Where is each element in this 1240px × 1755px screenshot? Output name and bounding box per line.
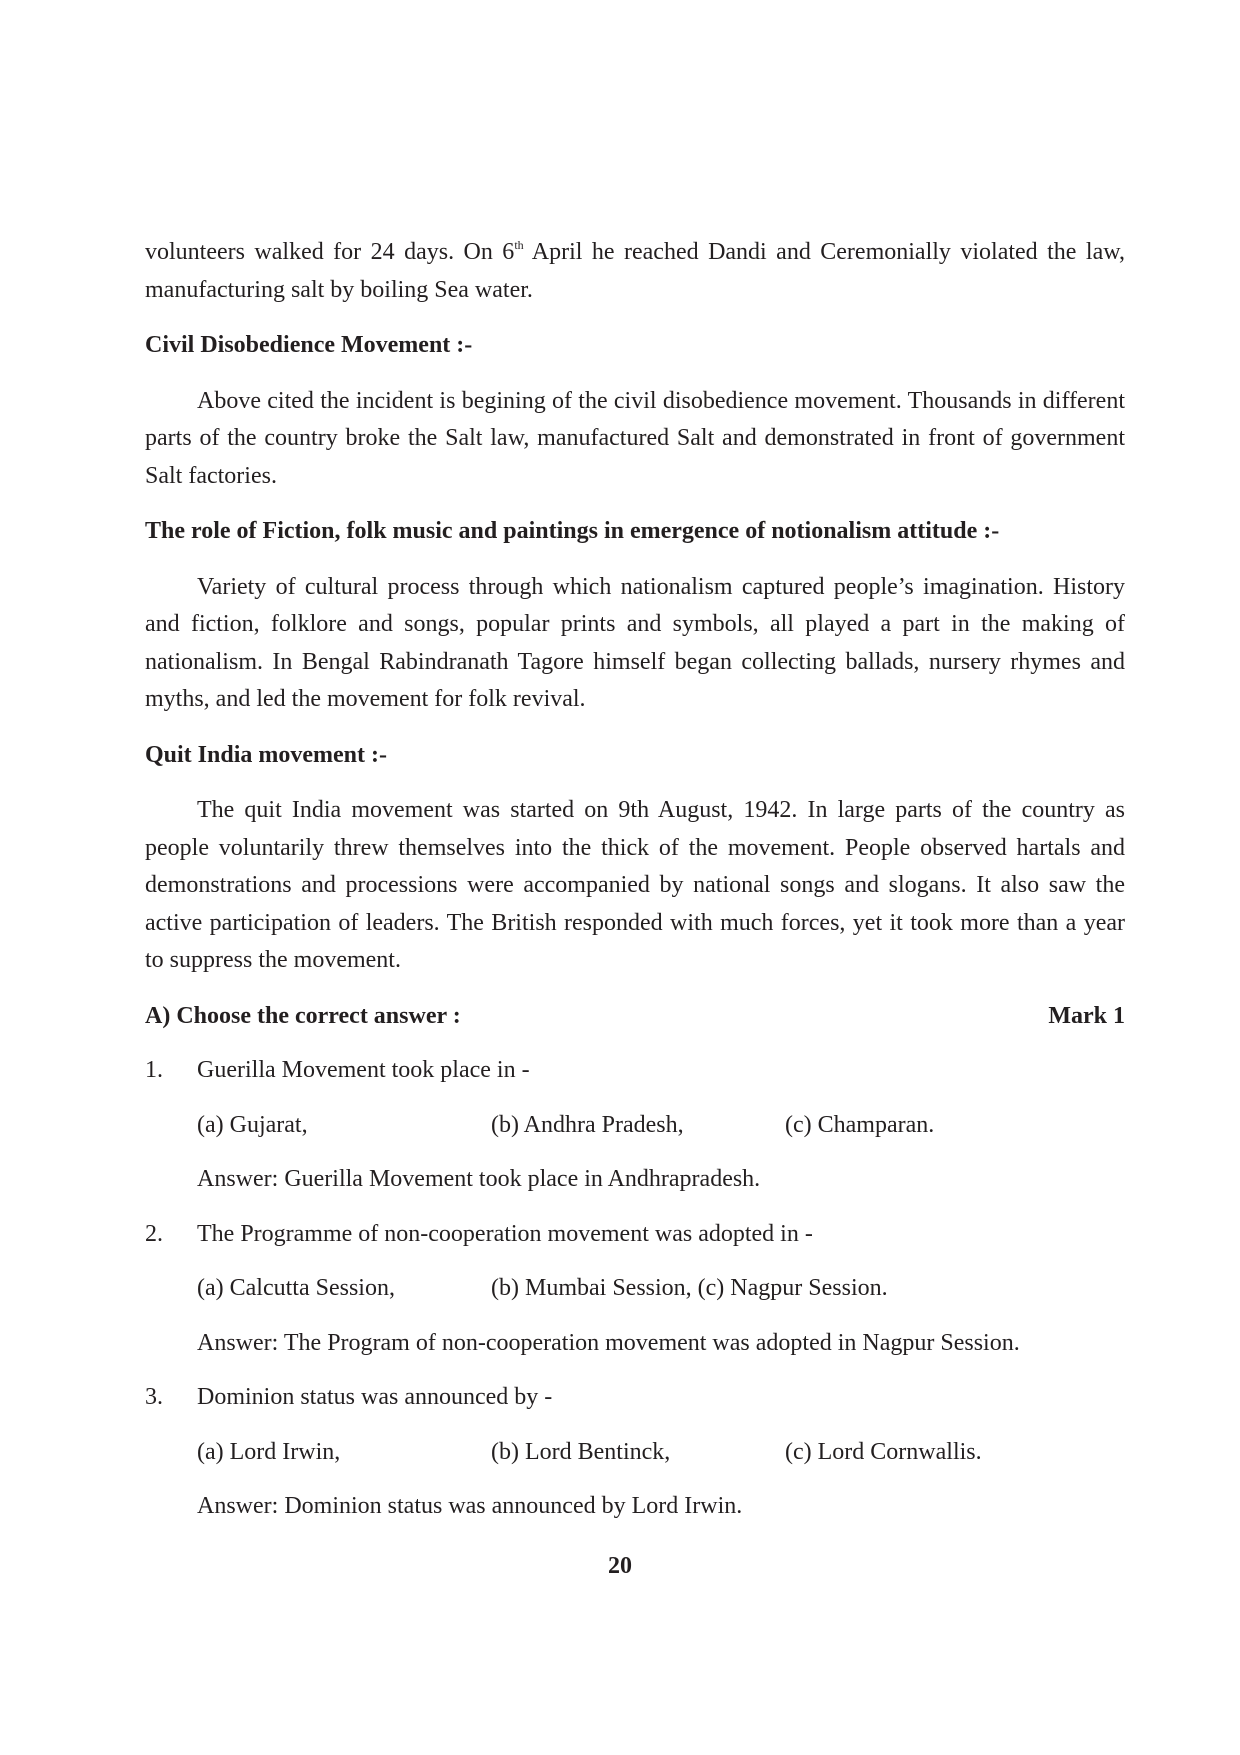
option-b: (b) Andhra Pradesh,: [491, 1111, 684, 1138]
option-c: (c) Champaran.: [785, 1111, 935, 1138]
option-a: (a) Lord Irwin,: [197, 1438, 341, 1465]
question-number: 1.: [145, 1057, 163, 1083]
question-1: [145, 1052, 1125, 1090]
question-text: Guerilla Movement took place in -: [197, 1057, 530, 1083]
question-3: [145, 1379, 1125, 1417]
question-number: 2.: [145, 1220, 163, 1247]
section-heading-civil-disobedience: Civil Disobedience Movement :-: [145, 332, 473, 358]
option-a: (a) Calcutta Session,: [197, 1275, 395, 1301]
page-number: 20: [608, 1553, 632, 1579]
question-text: The Programme of non-cooperation movement was adopted in -: [197, 1220, 813, 1247]
section-heading-role-of-fiction: The role of Fiction, folk music and paintings in emergence of notionalism attitude :-: [145, 518, 1000, 544]
question-2-answer: Answer: The Program of non-cooperation movement was adopted in Nagpur Session.: [197, 1329, 1020, 1356]
section-body-role-of-fiction: Variety of cultural process through which nationalism captured people’s imagination. History and fiction, folklore and songs, popular prints and symbols, all played a part in the making of nationalism. In Bengal Rabindranath Tagore himself began collecting ballads, nursery rhymes and myths, and led the movement for folk revival.: [145, 573, 1125, 712]
page-content: [145, 234, 1125, 1526]
question-number: 3.: [145, 1384, 163, 1410]
intro-paragraph: volunteers walked for 24 days. On 6th April he reached Dandi and Ceremonially violated the law, manufacturing salt by boiling Sea water.: [145, 238, 1125, 303]
section-body-civil-disobedience: Above cited the incident is begining of the civil disobedience movement. Thousands in different parts of the country broke the Salt law, manufactured Salt and demonstrated in front of government Salt factories.: [145, 387, 1125, 489]
section-heading-quit-india: Quit India movement :-: [145, 741, 387, 768]
question-3-options: [197, 1434, 1125, 1472]
question-text: Dominion status was announced by -: [197, 1384, 553, 1410]
question-2-options: [197, 1270, 1125, 1308]
question-1-options: [197, 1107, 1125, 1145]
exercise-heading: A) Choose the correct answer :: [145, 1002, 461, 1029]
question-3-answer: Answer: Dominion status was announced by Lord Irwin.: [197, 1493, 743, 1519]
exercise-heading-row: [145, 998, 1125, 1036]
option-a: (a) Gujarat,: [197, 1111, 308, 1138]
question-1-answer: Answer: Guerilla Movement took place in Andhrapradesh.: [197, 1166, 761, 1192]
question-2: [145, 1216, 1125, 1254]
option-b: (b) Mumbai Session, (c) Nagpur Session.: [491, 1275, 888, 1301]
exercise-marks: Mark 1: [1048, 1002, 1125, 1029]
section-body-quit-india: The quit India movement was started on 9th August, 1942. In large parts of the country as people voluntarily threw themselves into the thick of the movement. People observed hartals and demonstrations and processions were accompanied by national songs and slogans. It also saw the active participation of leaders. The British responded with much forces, yet it took more than a year to suppress the movement.: [145, 797, 1125, 973]
option-c: (c) Lord Cornwallis.: [785, 1438, 982, 1465]
option-b: (b) Lord Bentinck,: [491, 1438, 671, 1465]
